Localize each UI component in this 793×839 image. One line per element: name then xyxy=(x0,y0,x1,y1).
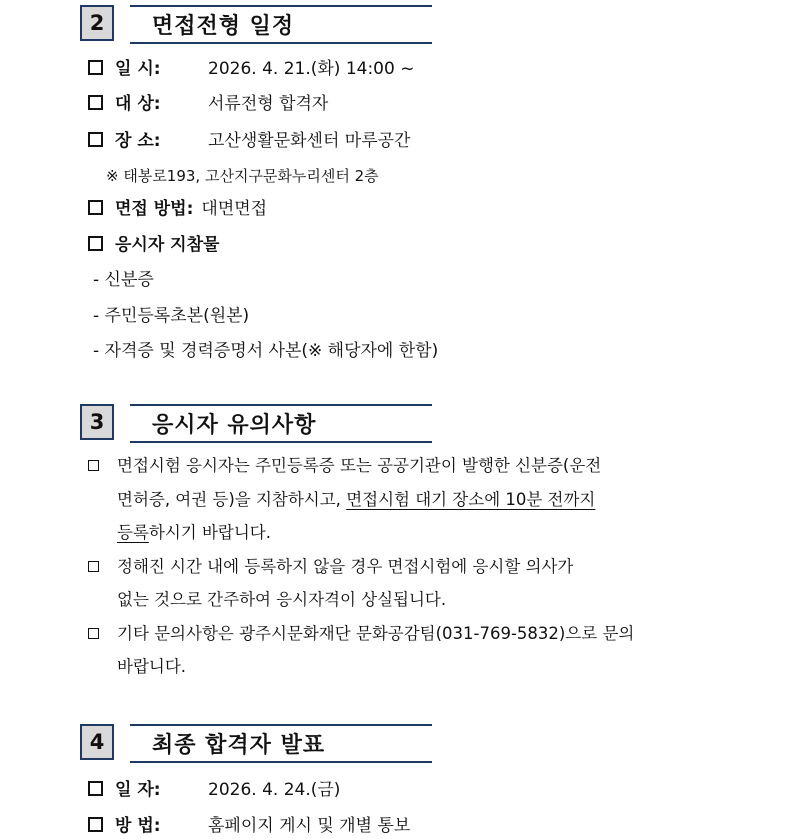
schedule-date-row xyxy=(88,57,414,81)
section-number: 3 xyxy=(80,404,114,440)
list-item: - 신분증 xyxy=(93,270,154,290)
note-3-line-2: 바랍니다. xyxy=(117,657,187,676)
list-item: - 자격증 및 경력증명서 사본(※ 해당자에 한함) xyxy=(93,341,439,361)
note-1-text: 면허증, 여권 등)을 지참하시고, xyxy=(117,490,347,509)
target-value: 서류전형 합격자 xyxy=(208,94,329,114)
checkbox-icon xyxy=(88,200,103,215)
checkbox-icon xyxy=(88,628,99,639)
section-4-header xyxy=(80,724,432,765)
list-item: - 주민등록초본(원본) xyxy=(93,306,250,326)
place-value: 고산생활문화센터 마루공간 xyxy=(208,131,411,151)
checkbox-icon xyxy=(88,561,99,572)
schedule-target-row xyxy=(88,92,328,116)
note-1-text: 하시기 바랍니다. xyxy=(148,523,271,542)
note-3-line-1: 기타 문의사항은 광주시문화재단 문화공감팀(031-769-5832)으로 문의 xyxy=(117,624,635,643)
note-2-line-2: 없는 것으로 간주하여 응시자격이 상실됩니다. xyxy=(117,590,447,609)
date-label: 일 시: xyxy=(115,59,161,79)
section-2-header xyxy=(80,5,432,46)
checkbox-icon xyxy=(88,95,103,110)
announce-method-label: 방 법: xyxy=(115,816,161,836)
place-label: 장 소: xyxy=(115,131,161,151)
announce-date-label: 일 자: xyxy=(115,780,161,800)
note-1-line-2 xyxy=(117,488,595,512)
checkbox-icon xyxy=(88,132,103,147)
method-value: 대면면접 xyxy=(201,199,268,219)
date-value: 2026. 4. 21.(화) 14:00 ~ xyxy=(208,59,415,79)
note-1-emphasis: 면접시험 대기 장소에 10분 전까지 xyxy=(346,490,596,509)
announce-method-row xyxy=(88,814,410,838)
section-number: 4 xyxy=(80,724,114,760)
method-label: 면접 방법: xyxy=(115,199,194,219)
checkbox-icon xyxy=(88,817,103,832)
announce-date-row xyxy=(88,778,340,802)
interview-method-row xyxy=(88,197,267,221)
section-title: 최종 합격자 발표 xyxy=(130,724,432,763)
checkbox-icon xyxy=(88,781,103,796)
announce-method-value: 홈페이지 게시 및 개별 통보 xyxy=(208,816,411,836)
checkbox-icon xyxy=(88,60,103,75)
note-2-line-1: 정해진 시간 내에 등록하지 않을 경우 면접시험에 응시할 의사가 xyxy=(117,557,574,576)
section-title: 응시자 유의사항 xyxy=(130,404,432,443)
items-title: 응시자 지참물 xyxy=(115,235,220,255)
checkbox-icon xyxy=(88,460,99,471)
target-label: 대 상: xyxy=(115,94,161,114)
section-number: 2 xyxy=(80,5,114,41)
schedule-place-row xyxy=(88,129,410,153)
place-note: ※ 태봉로193, 고산지구문화누리센터 2층 xyxy=(106,167,379,185)
announce-date-value: 2026. 4. 24.(금) xyxy=(208,780,341,800)
section-title: 면접전형 일정 xyxy=(130,5,432,44)
section-3-header xyxy=(80,404,432,445)
checkbox-icon xyxy=(88,236,103,251)
note-1-line-3 xyxy=(117,521,271,545)
note-1-line-1: 면접시험 응시자는 주민등록증 또는 공공기관이 발행한 신분증(운전 xyxy=(117,456,602,475)
note-1-emphasis: 등록 xyxy=(117,523,149,542)
items-title-row xyxy=(88,233,219,257)
